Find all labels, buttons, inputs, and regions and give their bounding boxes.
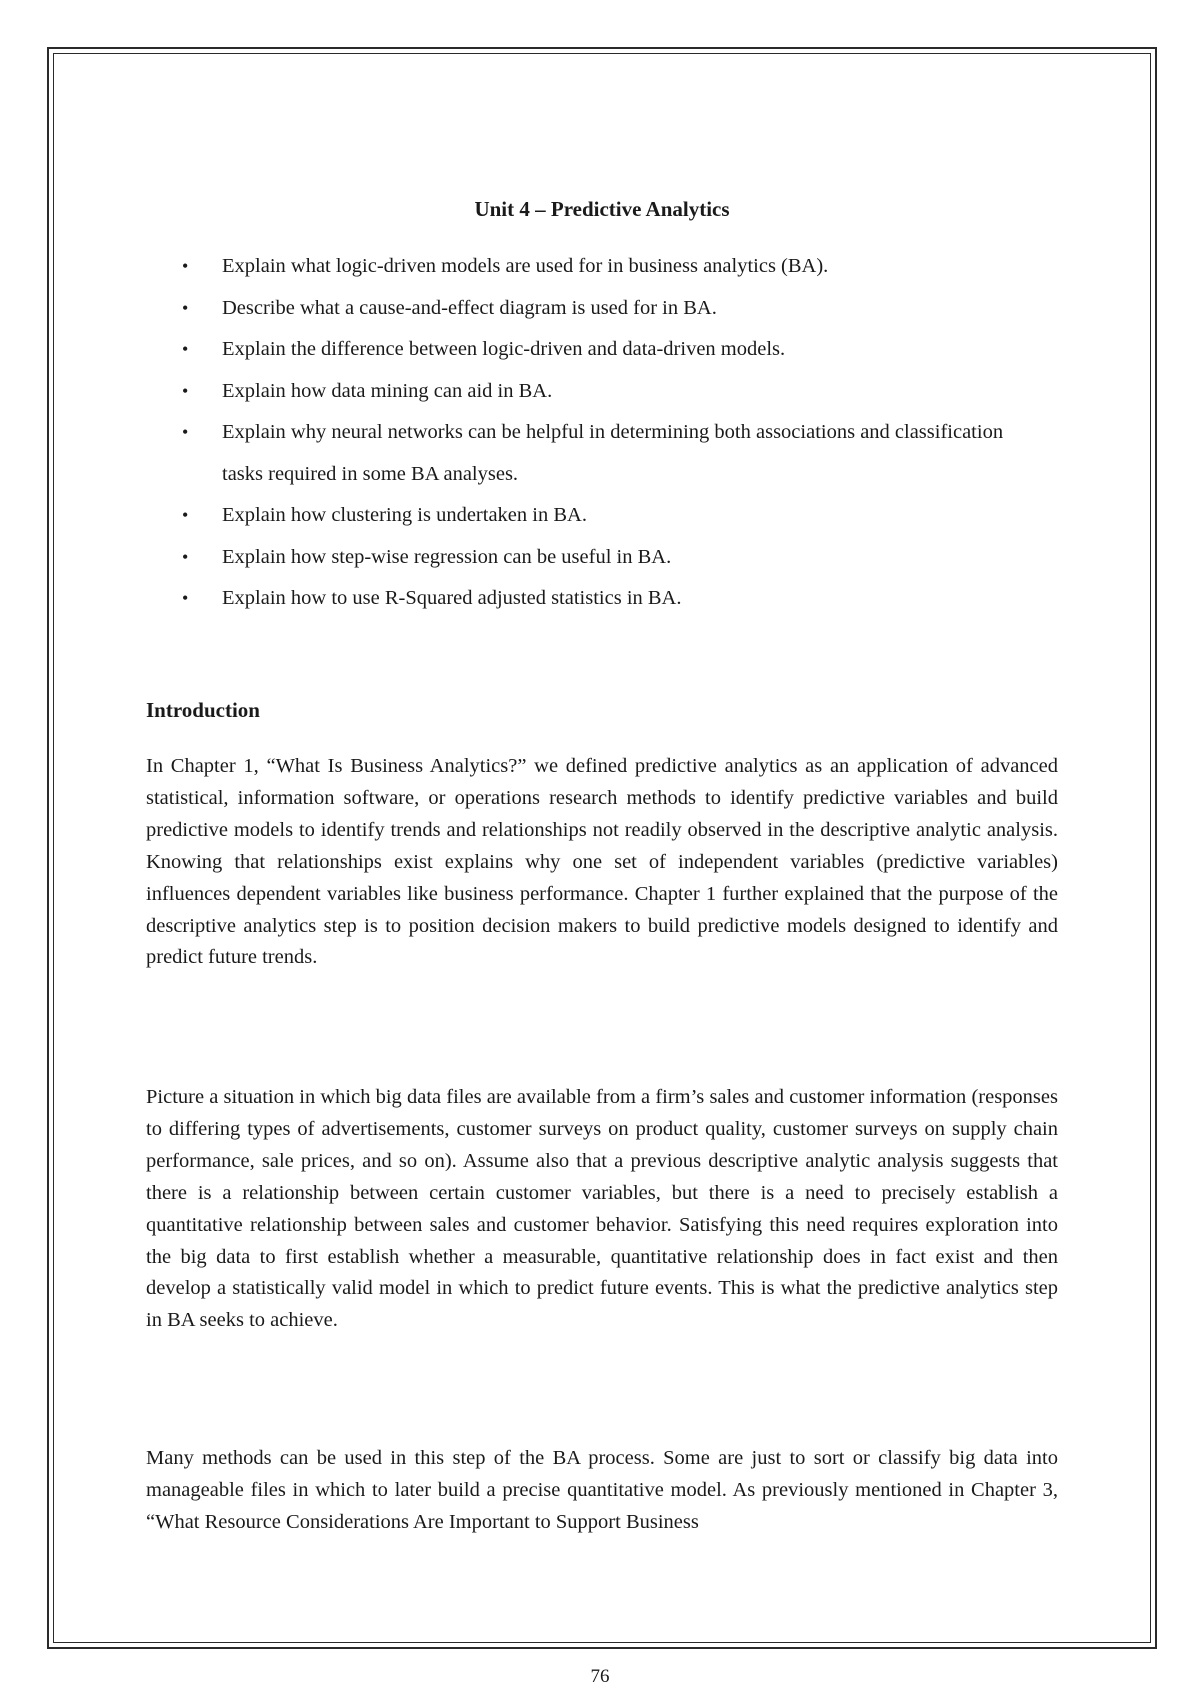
bullet-icon: • — [182, 588, 189, 608]
bullet-icon: • — [182, 297, 189, 318]
objective-text: Describe what a cause-and-effect diagram is used for in BA. — [222, 296, 717, 319]
objective-text: Explain how data mining can aid in BA. — [222, 379, 553, 402]
learning-objectives-list — [182, 246, 1042, 620]
bullet-icon: • — [182, 505, 189, 525]
unit-title: Unit 4 – Predictive Analytics — [474, 197, 730, 221]
objective-item — [182, 578, 1042, 620]
objective-item — [182, 412, 1042, 495]
objective-text: Explain the difference between logic-driven and data-driven models. — [222, 338, 786, 360]
section-heading-introduction: Introduction — [146, 698, 260, 722]
paragraph: In Chapter 1, “What Is Business Analytics?” we defined predictive analytics as an application of advanced statistical, information software, or operations research methods to identify predictive variables and build predictive models to identify trends and relationships not readily observed in the descriptive analytic analysis. Knowing that relationships exist explains why one set of independent variables (predictive variables) influences dependent variables like business performance. Chapter 1 further explained that the purpose of the descriptive analytics step is to position decision makers to build predictive models designed to identify and predict future trends. — [146, 755, 1058, 969]
paragraph: Many methods can be used in this step of the BA process. Some are just to sort or classify big data into manageable files in which to later build a precise quantitative model. As previously mentioned in Chapter 3, “What Resource Considerations Are Important to Support Business — [146, 1447, 1058, 1533]
page-number: 76 — [590, 1666, 610, 1687]
objective-item — [182, 288, 1042, 330]
paragraph: Picture a situation in which big data files are available from a firm’s sales and customer information (responses to differing types of advertisements, customer surveys on product quality, customer surveys on supply chain performance, sale prices, and so on). Assume also that a previous descriptive analytic analysis suggests that there is a relationship between certain customer variables, but there is a need to precisely establish a quantitative relationship between sales and customer behavior. Satisfying this need requires exploration into the big data to first establish whether a measurable, quantitative relationship does in fact exist and then develop a statistically valid model in which to predict future events. This is what the predictive analytics step in BA seeks to achieve. — [146, 1086, 1058, 1332]
objective-text: Explain how to use R-Squared adjusted statistics in BA. — [222, 587, 682, 609]
objective-text: Explain how step-wise regression can be useful in BA. — [222, 545, 672, 568]
objective-item — [182, 495, 1042, 537]
bullet-icon: • — [182, 422, 189, 442]
bullet-icon: • — [182, 546, 189, 567]
objective-item — [182, 371, 1042, 413]
objective-text: Explain what logic-driven models are used for in business analytics (BA). — [222, 255, 829, 277]
objective-item — [182, 246, 1042, 288]
bullet-icon: • — [182, 380, 189, 401]
objective-text: Explain how clustering is undertaken in BA. — [222, 504, 587, 526]
objective-text: Explain why neural networks can be helpful in determining both associations and classification tasks required in some BA analyses. — [222, 421, 1004, 485]
objective-item — [182, 329, 1042, 371]
bullet-icon: • — [182, 256, 189, 276]
bullet-icon: • — [182, 339, 189, 359]
objective-item — [182, 537, 1042, 579]
